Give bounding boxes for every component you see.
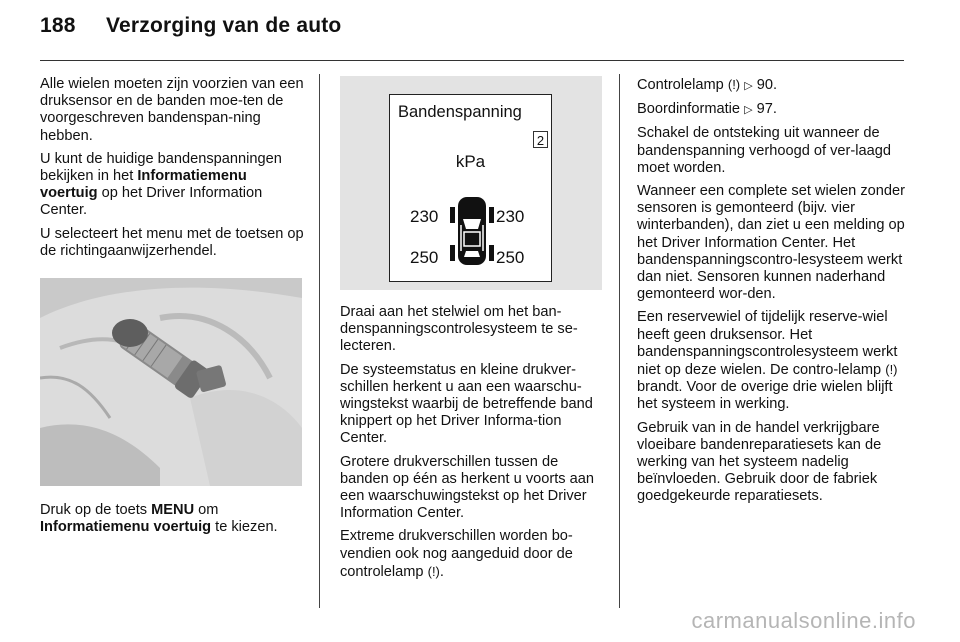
paragraph: Schakel de ontsteking uit wanneer de bandenspanning verhoogd of ver-laagd moet worden. xyxy=(637,125,891,176)
display-title: Bandenspanning xyxy=(398,103,522,121)
paragraph: Gebruik van in de handel verkrijgbare vloeibare bandenreparatiesets kan de werking van het systeem nadelig beïnvloeden. Gebruik door de fabriek goedgekeurde reparatiesets. xyxy=(637,419,882,505)
column-divider-1 xyxy=(319,74,320,608)
column-3 xyxy=(637,76,907,512)
paragraph: Alle wielen moeten zijn voorzien van een druksensor en de banden moe-ten de voorgeschreven bandenspan-ning hebben. xyxy=(40,76,304,144)
paragraph: Boordinformatie ▷ 97. xyxy=(637,101,777,118)
header-rule xyxy=(40,60,904,61)
tire-warning-icon: (!) xyxy=(727,77,741,92)
paragraph: Draai aan het stelwiel om het ban-denspanningscontrolesysteem te se-lecteren. xyxy=(340,304,578,355)
page-reference-icon: ▷ xyxy=(744,80,753,92)
page-badge: 2 xyxy=(533,131,548,148)
page-title: Verzorging van de auto xyxy=(106,14,342,37)
car-top-view-icon xyxy=(450,195,494,267)
display-figure xyxy=(340,76,602,290)
page-number: 188 xyxy=(40,14,76,37)
paragraph: U kunt de huidige bandenspanningen bekijken in het Informatiemenu voertuig op het Driver Information Center. xyxy=(40,150,282,219)
paragraph: Grotere drukverschillen tussen de banden op één as herkent u voorts aan een waarschuwingstekst op het Driver Information Center. xyxy=(340,453,594,522)
page-header xyxy=(40,14,341,38)
paragraph: Een reservewiel of tijdelijk reserve-wiel heeft geen druksensor. Het bandenspanningscontrolesysteem werkt niet op deze wielen. De contro-lelamp (!) brandt. Voor de overige drie wielen blijft het systeem in werking. xyxy=(637,309,898,413)
turn-signal-lever-illustration xyxy=(40,278,302,486)
column-2 xyxy=(340,304,608,587)
paragraph: Wanneer een complete set wielen zonder sensoren is gemonteerd (bijv. vier winterbanden), dan ziet u een melding op het Driver Information Center. Het bandenspanningscontro-lesysteem werkt dan niet. Sensoren kunnen naderhand gemonteerd wor-den. xyxy=(637,183,905,303)
column-1 xyxy=(40,76,305,266)
page-reference-icon: ▷ xyxy=(744,104,753,117)
front-right-pressure: 230 xyxy=(496,207,525,226)
tire-pressure-display xyxy=(389,94,552,282)
column-divider-2 xyxy=(619,74,620,608)
figure-caption: Druk op de toets MENU om Informatiemenu voertuig te kiezen. xyxy=(40,502,278,536)
paragraph: Extreme drukverschillen worden bo-vendien ook nog aangeduid door de controlelamp (!). xyxy=(340,528,573,580)
tire-warning-icon: (!) xyxy=(885,362,898,378)
rear-left-pressure: 250 xyxy=(410,248,439,267)
front-left-pressure: 230 xyxy=(410,207,439,226)
pressure-unit: kPa xyxy=(455,152,486,171)
tire-warning-icon: (!) xyxy=(427,563,440,579)
watermark: carmanualsonline.info xyxy=(691,608,916,633)
stalk-figure xyxy=(40,278,302,486)
paragraph: De systeemstatus en kleine drukver-schillen herkent u aan een waarschu-wingstekst waarbij de betreffende band knippert op het Driver Informa-tion Center. xyxy=(340,361,593,447)
paragraph: U selecteert het menu met de toetsen op de richtingaanwijzerhendel. xyxy=(40,225,304,259)
paragraph: Controlelamp (!) ▷ 90. xyxy=(637,77,778,93)
rear-right-pressure: 250 xyxy=(496,248,525,267)
